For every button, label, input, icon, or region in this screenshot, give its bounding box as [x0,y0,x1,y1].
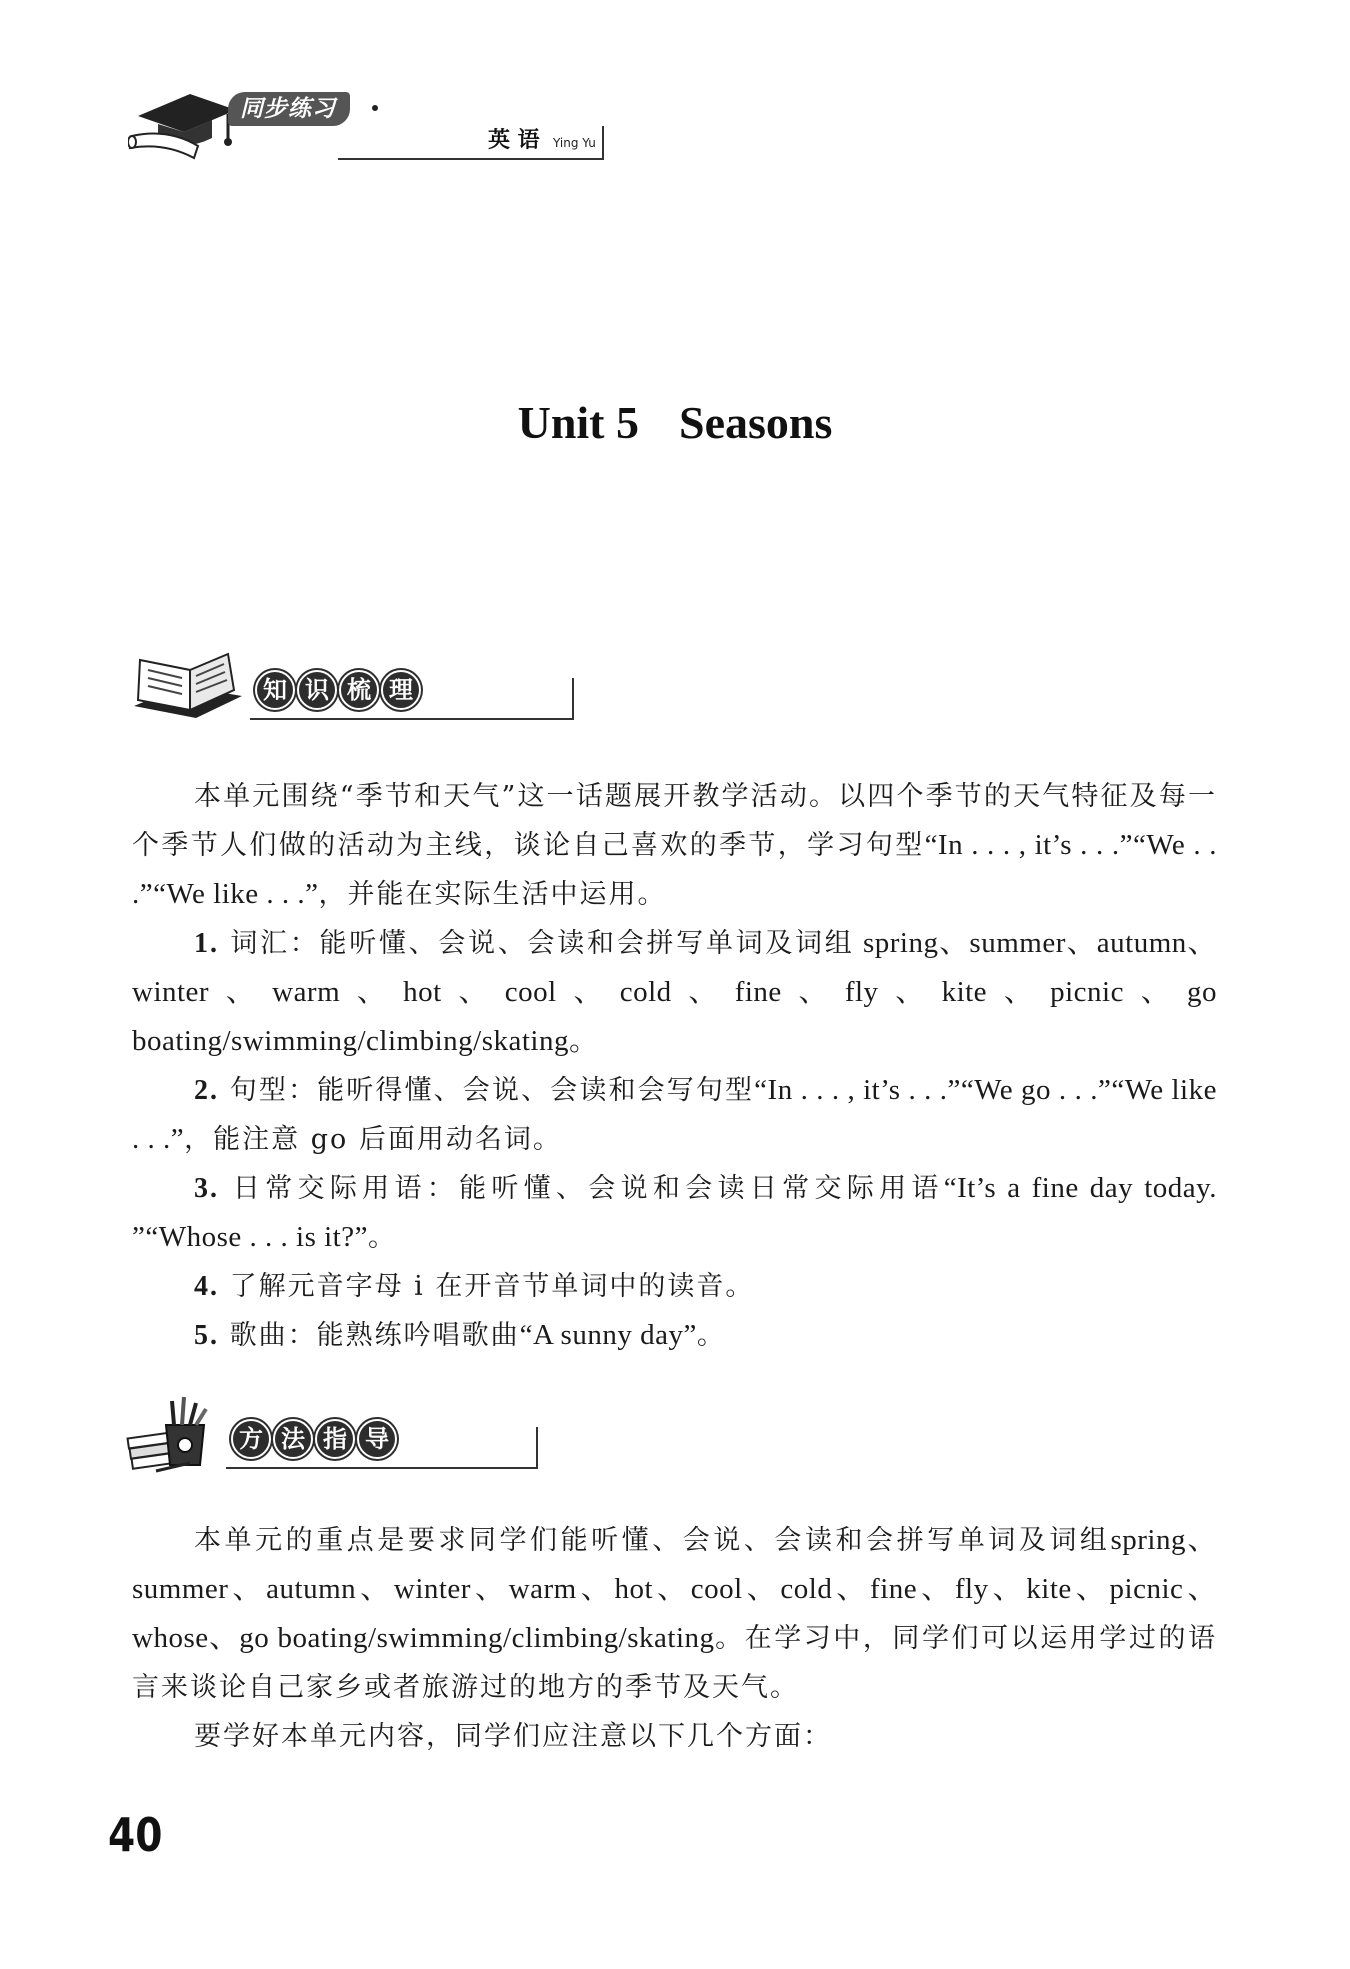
item-song: “A sunny day” [519,1319,697,1351]
item-number: 3. [194,1173,219,1204]
knowledge-item-4 [132,1262,1217,1311]
item-number: 4. [194,1271,219,1302]
book-header [128,88,596,166]
item-number: 2. [194,1075,219,1106]
page-number: 40 [108,1808,163,1862]
separator-dot [372,105,378,111]
item-text: 句型：能听得懂、会说、会读和会写句型 [229,1075,755,1106]
unit-name: Seasons [679,397,833,448]
method-text: 本单元的重点是要求同学们能听懂、会说、会读和会拼写单词及词组 [194,1525,1111,1556]
item-text: 词汇：能听懂、会说、会读和会拼写单词及词组 [230,928,855,959]
intro-text: 本单元围绕“季节和天气”这一话题展开教学活动。以四个季节的天气特征及每一个季节人们做的活动为主线，谈论自己喜欢的季节，学习句型 [132,781,1217,861]
method-text: 要学好本单元内容，同学们应注意以下几个方面： [194,1721,832,1752]
subject-frame [338,126,604,160]
intro-patterns: “In . . . , it’s . . .”“We . . .”“We like . . .” [132,829,1218,910]
knowledge-item-3 [132,1164,1217,1262]
item-text: 日常交际用语：能听懂、会说和会读日常交际用语 [232,1173,944,1204]
knowledge-item-1 [132,919,1217,1066]
item-tail: 。 [367,1222,397,1253]
page-title [0,396,1350,449]
series-title: 同步练习 [228,92,350,126]
section-heading-knowledge [130,648,450,728]
item-text: 歌曲：能熟练吟唱歌曲 [229,1320,520,1351]
method-paragraph-1 [132,1516,1217,1712]
subject-pinyin: Ying Yu [553,136,596,150]
knowledge-intro [132,772,1217,919]
method-tail: 。在学习中，同学们可以运用学过的语言来谈论自己家乡或者旅游过的地方的季节及天气。 [132,1623,1217,1703]
pencil-cup-icon [126,1395,236,1475]
item-patterns: “In . . . , it’s . . .”“We go . . .”“We like . . .” [132,1074,1217,1155]
item-expressions: “It’s a fine day today. ”“Whose . . . is it?” [132,1172,1218,1253]
item-words: spring、summer、autumn、winter、warm、hot、cool、cold、fine、fly、kite、picnic、go boating/swimming/climbing/skating。 [132,927,1218,1057]
method-words: spring、summer、autumn、winter、warm、hot、cool、cold、fine、fly、kite、picnic、whose、go boating/swimming/climbing/skating [132,1524,1217,1654]
item-text: 了解元音字母 i 在开音节单词中的读音。 [229,1271,755,1302]
item-number: 5. [194,1320,219,1351]
item-number: 1. [194,928,219,959]
heading-char: 指 [315,1419,355,1459]
heading-char: 理 [381,670,421,710]
method-paragraph-2 [132,1712,1217,1761]
heading-char: 识 [297,670,337,710]
knowledge-item-5 [132,1311,1217,1360]
heading-char: 梳 [339,670,379,710]
unit-number: Unit 5 [517,397,639,448]
intro-tail: ，并能在实际生活中运用。 [318,879,667,910]
open-book-icon [130,648,260,728]
section-heading-method [126,1395,436,1475]
graduation-cap-icon [128,88,238,166]
item-tail: ，能注意 go 后面用动名词。 [184,1124,562,1155]
knowledge-item-2 [132,1066,1217,1164]
item-tail: 。 [696,1320,726,1351]
subject-label: 英 语 [488,128,540,153]
heading-char: 知 [255,670,295,710]
heading-char: 方 [231,1419,271,1459]
heading-label [231,1419,397,1459]
heading-char: 导 [357,1419,397,1459]
heading-label [255,670,421,710]
heading-char: 法 [273,1419,313,1459]
